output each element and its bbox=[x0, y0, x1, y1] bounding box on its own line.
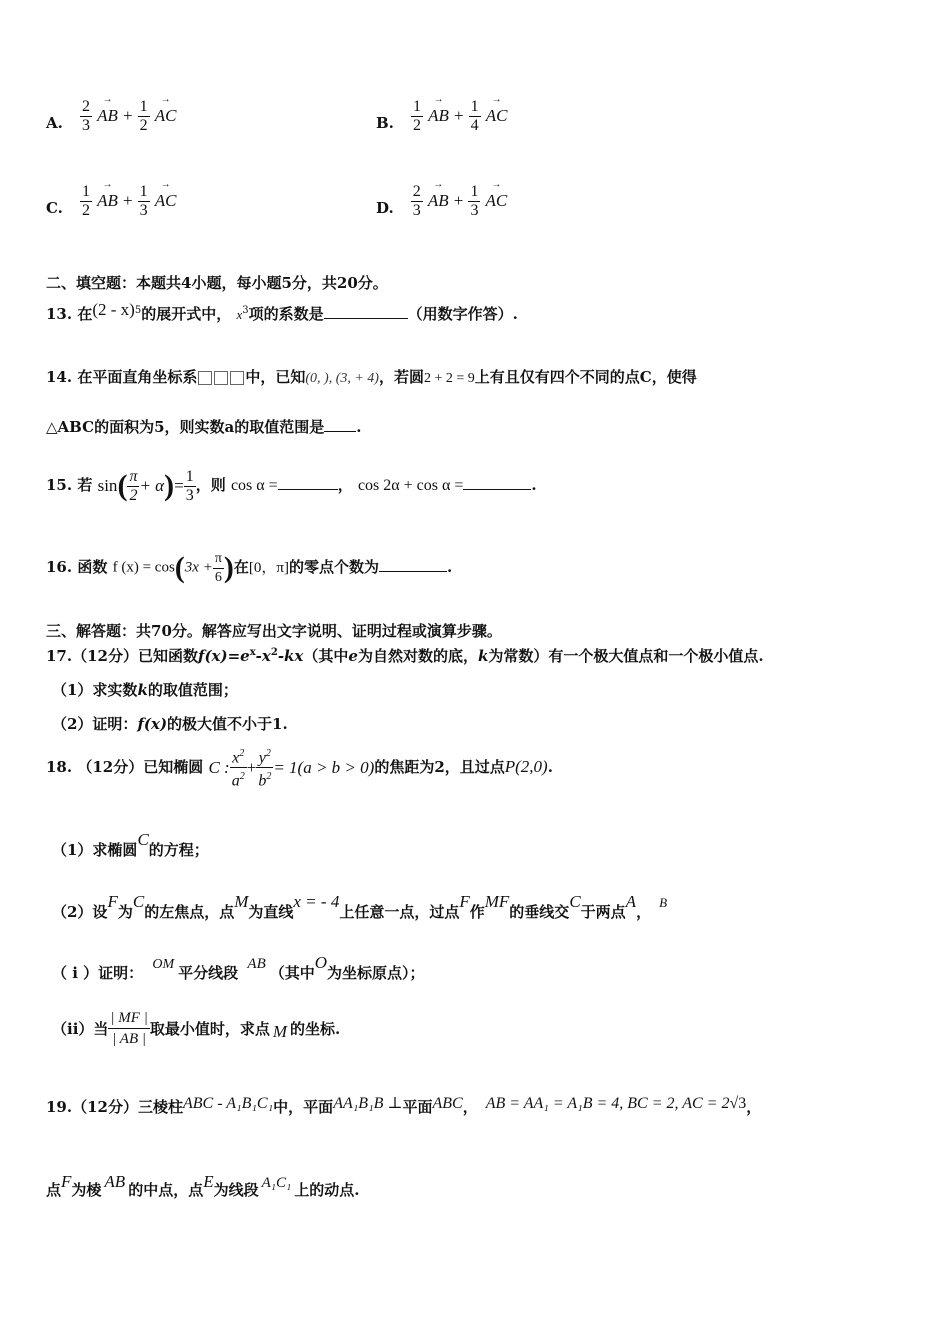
vector-ab: → AB bbox=[97, 106, 118, 126]
placeholder-glyphs bbox=[197, 368, 245, 386]
fraction: $\frac{1}{4}$ bbox=[470, 98, 479, 134]
answer-blank bbox=[379, 571, 447, 572]
fraction: $\frac{2}{3}$ bbox=[412, 183, 421, 219]
question-19-line2: 点F为棱 AB 的中点，点E为线段 A₁C₁ 上的动点. bbox=[46, 1172, 360, 1199]
question-18-part1: （1）求椭圆C的方程； bbox=[52, 830, 209, 859]
answer-blank bbox=[463, 489, 531, 490]
vector-ac: → AC bbox=[486, 191, 508, 211]
fraction: $\frac{1}{2}$ bbox=[82, 183, 90, 219]
vector-ac: → AC bbox=[486, 106, 508, 126]
question-15: 15. 若 sin( $\frac{\pi}{2}$ + α)= $\frac{1}{3}$ ，则 cos α = ， cos 2α + cos α = . bbox=[46, 467, 537, 504]
question-18-part-i: （ i ）证明： OM 平分线段 AB （其中O为坐标原点）； bbox=[52, 953, 425, 982]
fraction: $\frac{1}{3}$ bbox=[139, 183, 148, 219]
answer-blank bbox=[324, 318, 408, 319]
option-label: D. bbox=[376, 198, 394, 217]
question-18-part2: （2）设F为C的左焦点，点M为直线x = - 4上任意一点，过点F作MF的垂线交C于两点A，B bbox=[52, 892, 668, 921]
option-label: C. bbox=[46, 198, 63, 217]
question-18: 18. （12分）已知椭圆 C : $\frac{x^2}{a^2}$ + $\frac{y^2}{b^2}$ = 1(a > b > 0)的焦距为2，且过点P(2,0). bbox=[46, 745, 553, 791]
option-d: D. $\frac{2}{3}$ → AB + $\frac{1}{3}$ → AC bbox=[376, 183, 507, 220]
vector-ac: → AC bbox=[155, 106, 177, 126]
answer-blank bbox=[324, 431, 356, 432]
question-16: 16. 函数 f (x) = cos(3x + $\frac{\pi}{6}$ )在[0，π]的零点个数为 . bbox=[46, 550, 453, 585]
question-17: 17.（12分）已知函数$f(x)=e^x-x^2-kx$（其中e为自然对数的底，k为常数）有一个极大值点和一个极小值点. bbox=[46, 647, 764, 665]
question-17-part2: （2）证明：f(x)的极大值不小于1. bbox=[52, 715, 288, 733]
option-label: A. bbox=[46, 113, 63, 132]
question-17-part1: （1）求实数k的取值范围； bbox=[52, 681, 238, 699]
question-18-part-ii: （ii）当 $\frac{| MF |}{| AB |}$ 取最小值时，求点 M 的坐标. bbox=[52, 1010, 341, 1047]
vector-ab: → AB bbox=[428, 191, 449, 211]
option-label: B. bbox=[376, 113, 394, 132]
vector-ab: → AB bbox=[428, 106, 449, 126]
option-a: A. $\frac{2}{3}$ → AB + $\frac{1}{2}$ → AC bbox=[46, 98, 176, 135]
question-14: 14. 在平面直角坐标系 中，已知(0, ), (3, + 4)，若圆2 + 2 = 9上有且仅有四个不同的点C，使得 bbox=[46, 368, 697, 386]
section-heading-fill-in: 二、填空题：本题共4小题，每小题5分，共20分。 bbox=[46, 274, 388, 292]
option-c: C. $\frac{1}{2}$ → AB + $\frac{1}{3}$ → AC bbox=[46, 183, 176, 220]
fraction: $\frac{2}{3}$ bbox=[81, 98, 90, 134]
question-14-line2: △ABC的面积为5，则实数a的取值范围是 . bbox=[46, 418, 362, 436]
answer-blank bbox=[278, 489, 338, 490]
vector-ab: → AB bbox=[97, 191, 118, 211]
fraction: $\frac{1}{3}$ bbox=[470, 183, 479, 219]
question-19: 19.（12分）三棱柱ABC - A₁B₁C₁中，平面AA₁B₁B ⊥平面ABC， AB = AA₁ = A₁B = 4, BC = 2, AC = 2√3， bbox=[46, 1095, 762, 1116]
fraction: $\frac{1}{2}$ bbox=[139, 98, 148, 134]
question-13: 13. 在(2 - x)$^5$的展开式中， $x^3$项的系数是 （用数字作答）. bbox=[46, 300, 518, 323]
vector-ac: → AC bbox=[155, 191, 177, 211]
section-heading-solutions: 三、解答题：共70分。解答应写出文字说明、证明过程或演算步骤。 bbox=[46, 622, 502, 640]
fraction: $\frac{1}{2}$ bbox=[413, 98, 421, 134]
option-b: B. $\frac{1}{2}$ → AB + $\frac{1}{4}$ → AC bbox=[376, 98, 507, 135]
